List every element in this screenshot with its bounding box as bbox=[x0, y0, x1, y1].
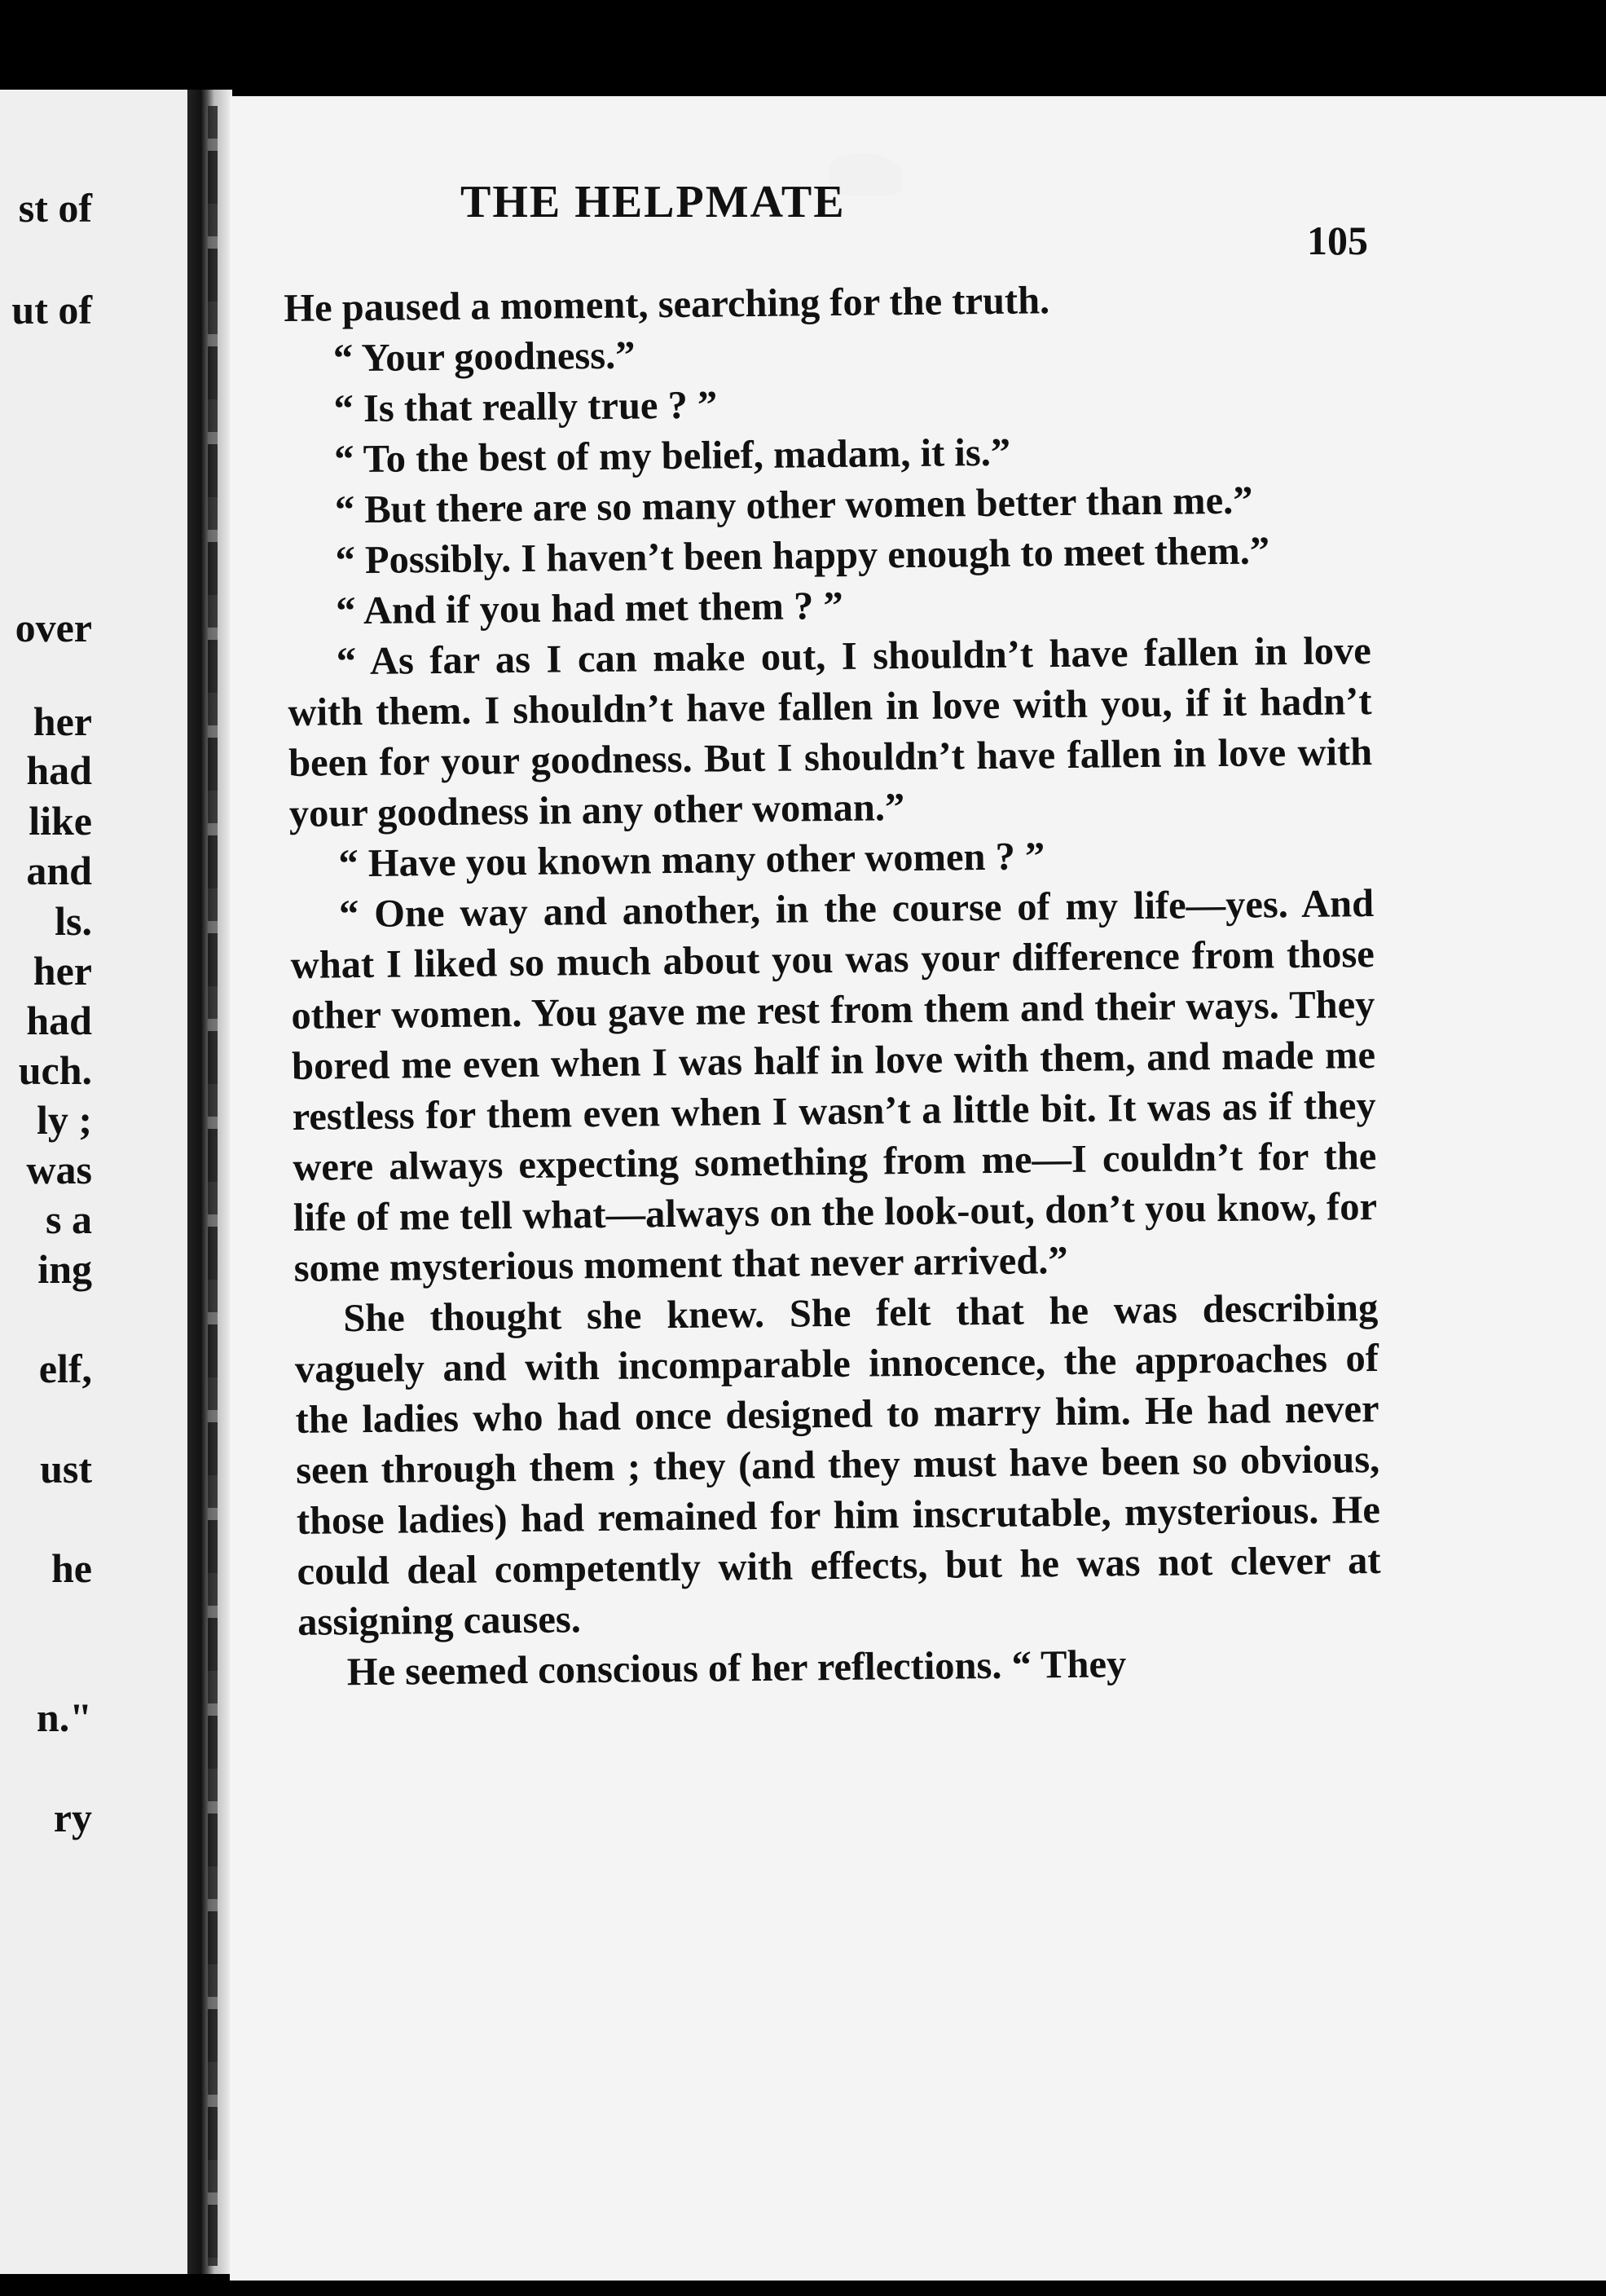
left-page-fragment: over bbox=[15, 605, 92, 650]
left-page-fragment: was bbox=[26, 1147, 92, 1192]
paragraph: “ As far as I can make out, I shouldn’t have fallen in love with them. I shouldn’t have fallen in love with you, if it hadn’t been for your goodness. But I shouldn’t have fallen in love with your goodness in any other woman.” bbox=[288, 629, 1373, 835]
paragraph: “ Have you known many other women ? ” bbox=[338, 835, 1045, 886]
paragraph: He paused a moment, searching for the truth. bbox=[284, 279, 1050, 330]
running-head: THE HELPMATE bbox=[460, 177, 846, 227]
left-page-fragment: ls. bbox=[55, 898, 92, 944]
left-page-fragment: and bbox=[26, 848, 92, 893]
left-page-fragment: ut of bbox=[11, 287, 92, 333]
left-page-fragment: n." bbox=[36, 1694, 92, 1740]
paragraph: “ Possibly. I haven’t been happy enough to meet them.” bbox=[335, 529, 1270, 583]
page-number: 105 bbox=[1307, 218, 1368, 263]
left-page-fragment: st of bbox=[18, 185, 92, 231]
left-page-fragment: ly ; bbox=[36, 1097, 92, 1143]
left-page-fragment: her bbox=[33, 948, 92, 994]
left-page-fragment: like bbox=[29, 798, 92, 844]
left-page-fragment: had bbox=[26, 747, 92, 793]
paragraph: “ And if you had met them ? ” bbox=[335, 584, 843, 633]
left-page-fragment: ust bbox=[40, 1446, 92, 1492]
left-page-fragment: ry bbox=[53, 1795, 92, 1840]
left-page-fragment: uch. bbox=[18, 1047, 92, 1093]
paragraph: “ To the best of my belief, madam, it is.” bbox=[333, 430, 1011, 482]
paragraph: “ But there are so many other women better than me.” bbox=[334, 478, 1253, 532]
paragraph: “ One way and another, in the course of my life—yes. And what I liked so much about you was your difference from those other women. You gave me rest from them and their ways. They bored me even when I was half in love with them, and made me restless for them even when I wasn’t a little bit. It was as if they were always expecting something from me—I couldn’t for the life of me tell what—always on the look-out, don’t you know, for some mysterious moment that never arrived.” bbox=[290, 882, 1378, 1290]
body-text bbox=[284, 272, 1382, 1699]
binding-shadow bbox=[208, 106, 218, 2266]
left-page-fragment: had bbox=[26, 998, 92, 1043]
left-page-fragment: he bbox=[51, 1545, 92, 1591]
left-page-fragment: elf, bbox=[38, 1346, 92, 1391]
left-page-fragment: s a bbox=[46, 1196, 92, 1242]
left-page-fragment: her bbox=[33, 698, 92, 744]
paragraph: He seemed conscious of her reflections. “ They bbox=[346, 1642, 1127, 1694]
paragraph: “ Is that really true ? ” bbox=[333, 383, 718, 431]
left-page-fragment: ing bbox=[37, 1246, 92, 1292]
paragraph: “ Your goodness.” bbox=[332, 333, 636, 381]
previous-page-edge bbox=[0, 90, 191, 2274]
paragraph: She thought she knew. She felt that he was describing vaguely and with incomparable innocence, the approaches of the ladies who had once designed to marry him. He had never seen through them ; they (and they must have been so obvious, those ladies) had remained for him inscrutable, mysterious. He could deal competently with effects, but he was not clever at assigning causes. bbox=[294, 1286, 1381, 1644]
